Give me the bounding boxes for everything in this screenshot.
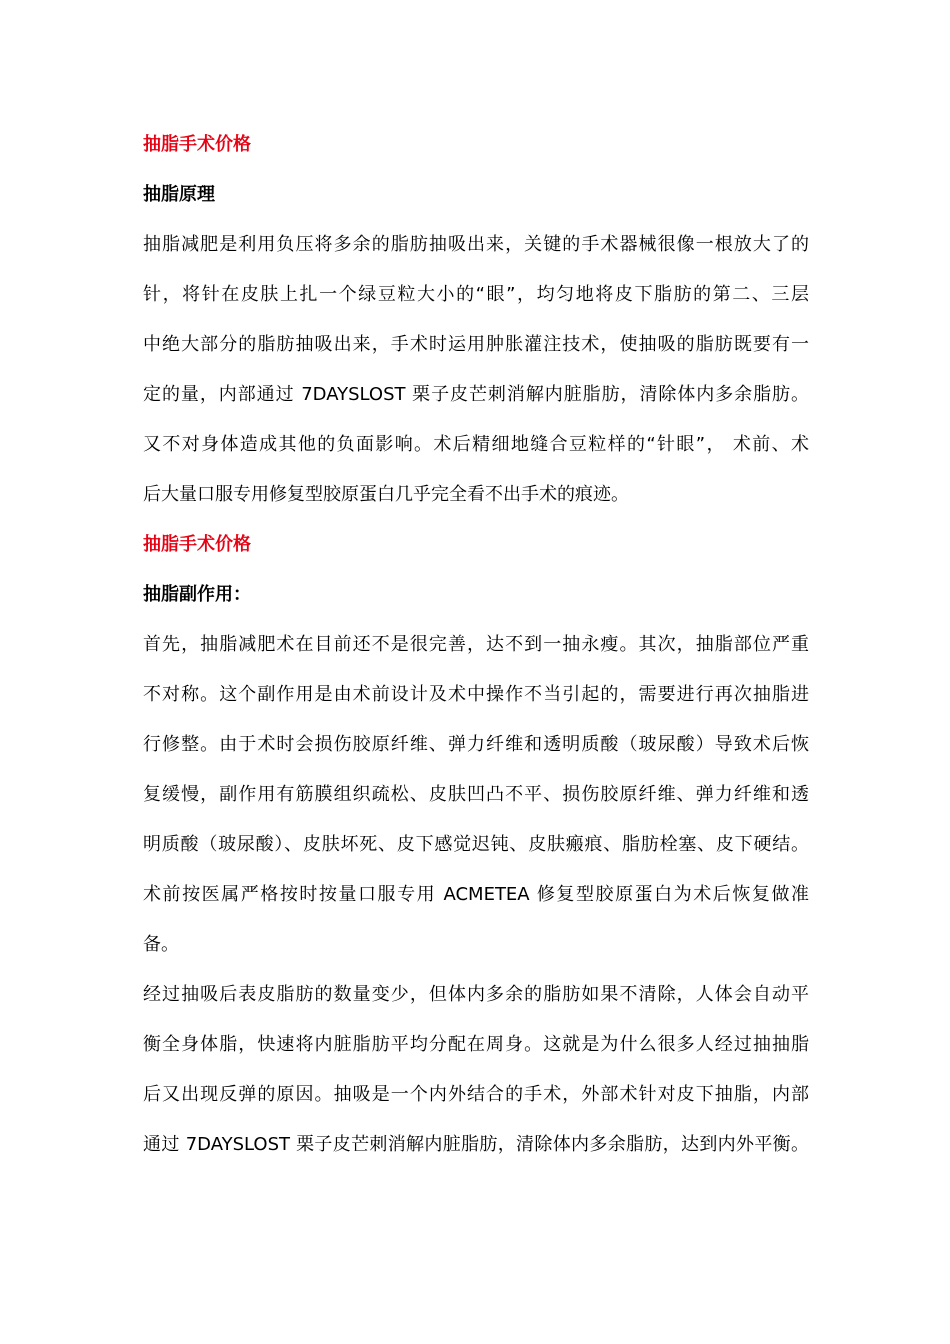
section-title: 抽脂手术价格: [143, 534, 251, 555]
section-subtitle: 抽脂副作用：: [143, 584, 251, 605]
section-subtitle: 抽脂原理: [143, 184, 215, 205]
paragraph-line: 明质酸（玻尿酸）、皮肤坏死、皮下感觉迟钝、皮肤瘢痕、脂肪栓塞、皮下硬结。: [143, 834, 809, 855]
paragraph-line: 中绝大部分的脂肪抽吸出来，手术时运用肿胀灌注技术，使抽吸的脂肪既要有一: [143, 334, 809, 355]
paragraph-line: 经过抽吸后表皮脂肪的数量变少，但体内多余的脂肪如果不清除，人体会自动平: [143, 984, 809, 1005]
paragraph-line: 又不对身体造成其他的负面影响。术后精细地缝合豆粒样的“针眼”， 术前、术: [143, 434, 809, 455]
paragraph-line: 通过 7DAYSLOST 栗子皮芒刺消解内脏脂肪，清除体内多余脂肪，达到内外平衡。: [143, 1134, 809, 1155]
paragraph-line: 复缓慢，副作用有筋膜组织疏松、皮肤凹凸不平、损伤胶原纤维、弹力纤维和透: [143, 784, 809, 805]
paragraph-line: 首先，抽脂减肥术在目前还不是很完善，达不到一抽永瘦。其次，抽脂部位严重: [143, 634, 809, 655]
section-principle: [143, 120, 809, 520]
paragraph-line: 备。: [143, 934, 179, 955]
paragraph-line: 针，将针在皮肤上扎一个绿豆粒大小的“眼”，均匀地将皮下脂肪的第二、三层: [143, 284, 809, 305]
document-page: [143, 120, 809, 1170]
paragraph-line: 不对称。这个副作用是由术前设计及术中操作不当引起的，需要进行再次抽脂进: [143, 684, 809, 705]
paragraph-line: 后大量口服专用修复型胶原蛋白几乎完全看不出手术的痕迹。: [143, 484, 629, 505]
section-side-effects: [143, 520, 809, 1170]
section-title: 抽脂手术价格: [143, 134, 251, 155]
paragraph-line: 衡全身体脂，快速将内脏脂肪平均分配在周身。这就是为什么很多人经过抽抽脂: [143, 1034, 809, 1055]
paragraph-line: 定的量，内部通过 7DAYSLOST 栗子皮芒刺消解内脏脂肪，清除体内多余脂肪。: [143, 384, 809, 405]
paragraph-line: 抽脂减肥是利用负压将多余的脂肪抽吸出来，关键的手术器械很像一根放大了的: [143, 234, 809, 255]
paragraph-line: 后又出现反弹的原因。抽吸是一个内外结合的手术，外部术针对皮下抽脂，内部: [143, 1084, 809, 1105]
paragraph-line: 行修整。由于术时会损伤胶原纤维、弹力纤维和透明质酸（玻尿酸）导致术后恢: [143, 734, 809, 755]
paragraph-line: 术前按医属严格按时按量口服专用 ACMETEA 修复型胶原蛋白为术后恢复做准: [143, 884, 809, 905]
